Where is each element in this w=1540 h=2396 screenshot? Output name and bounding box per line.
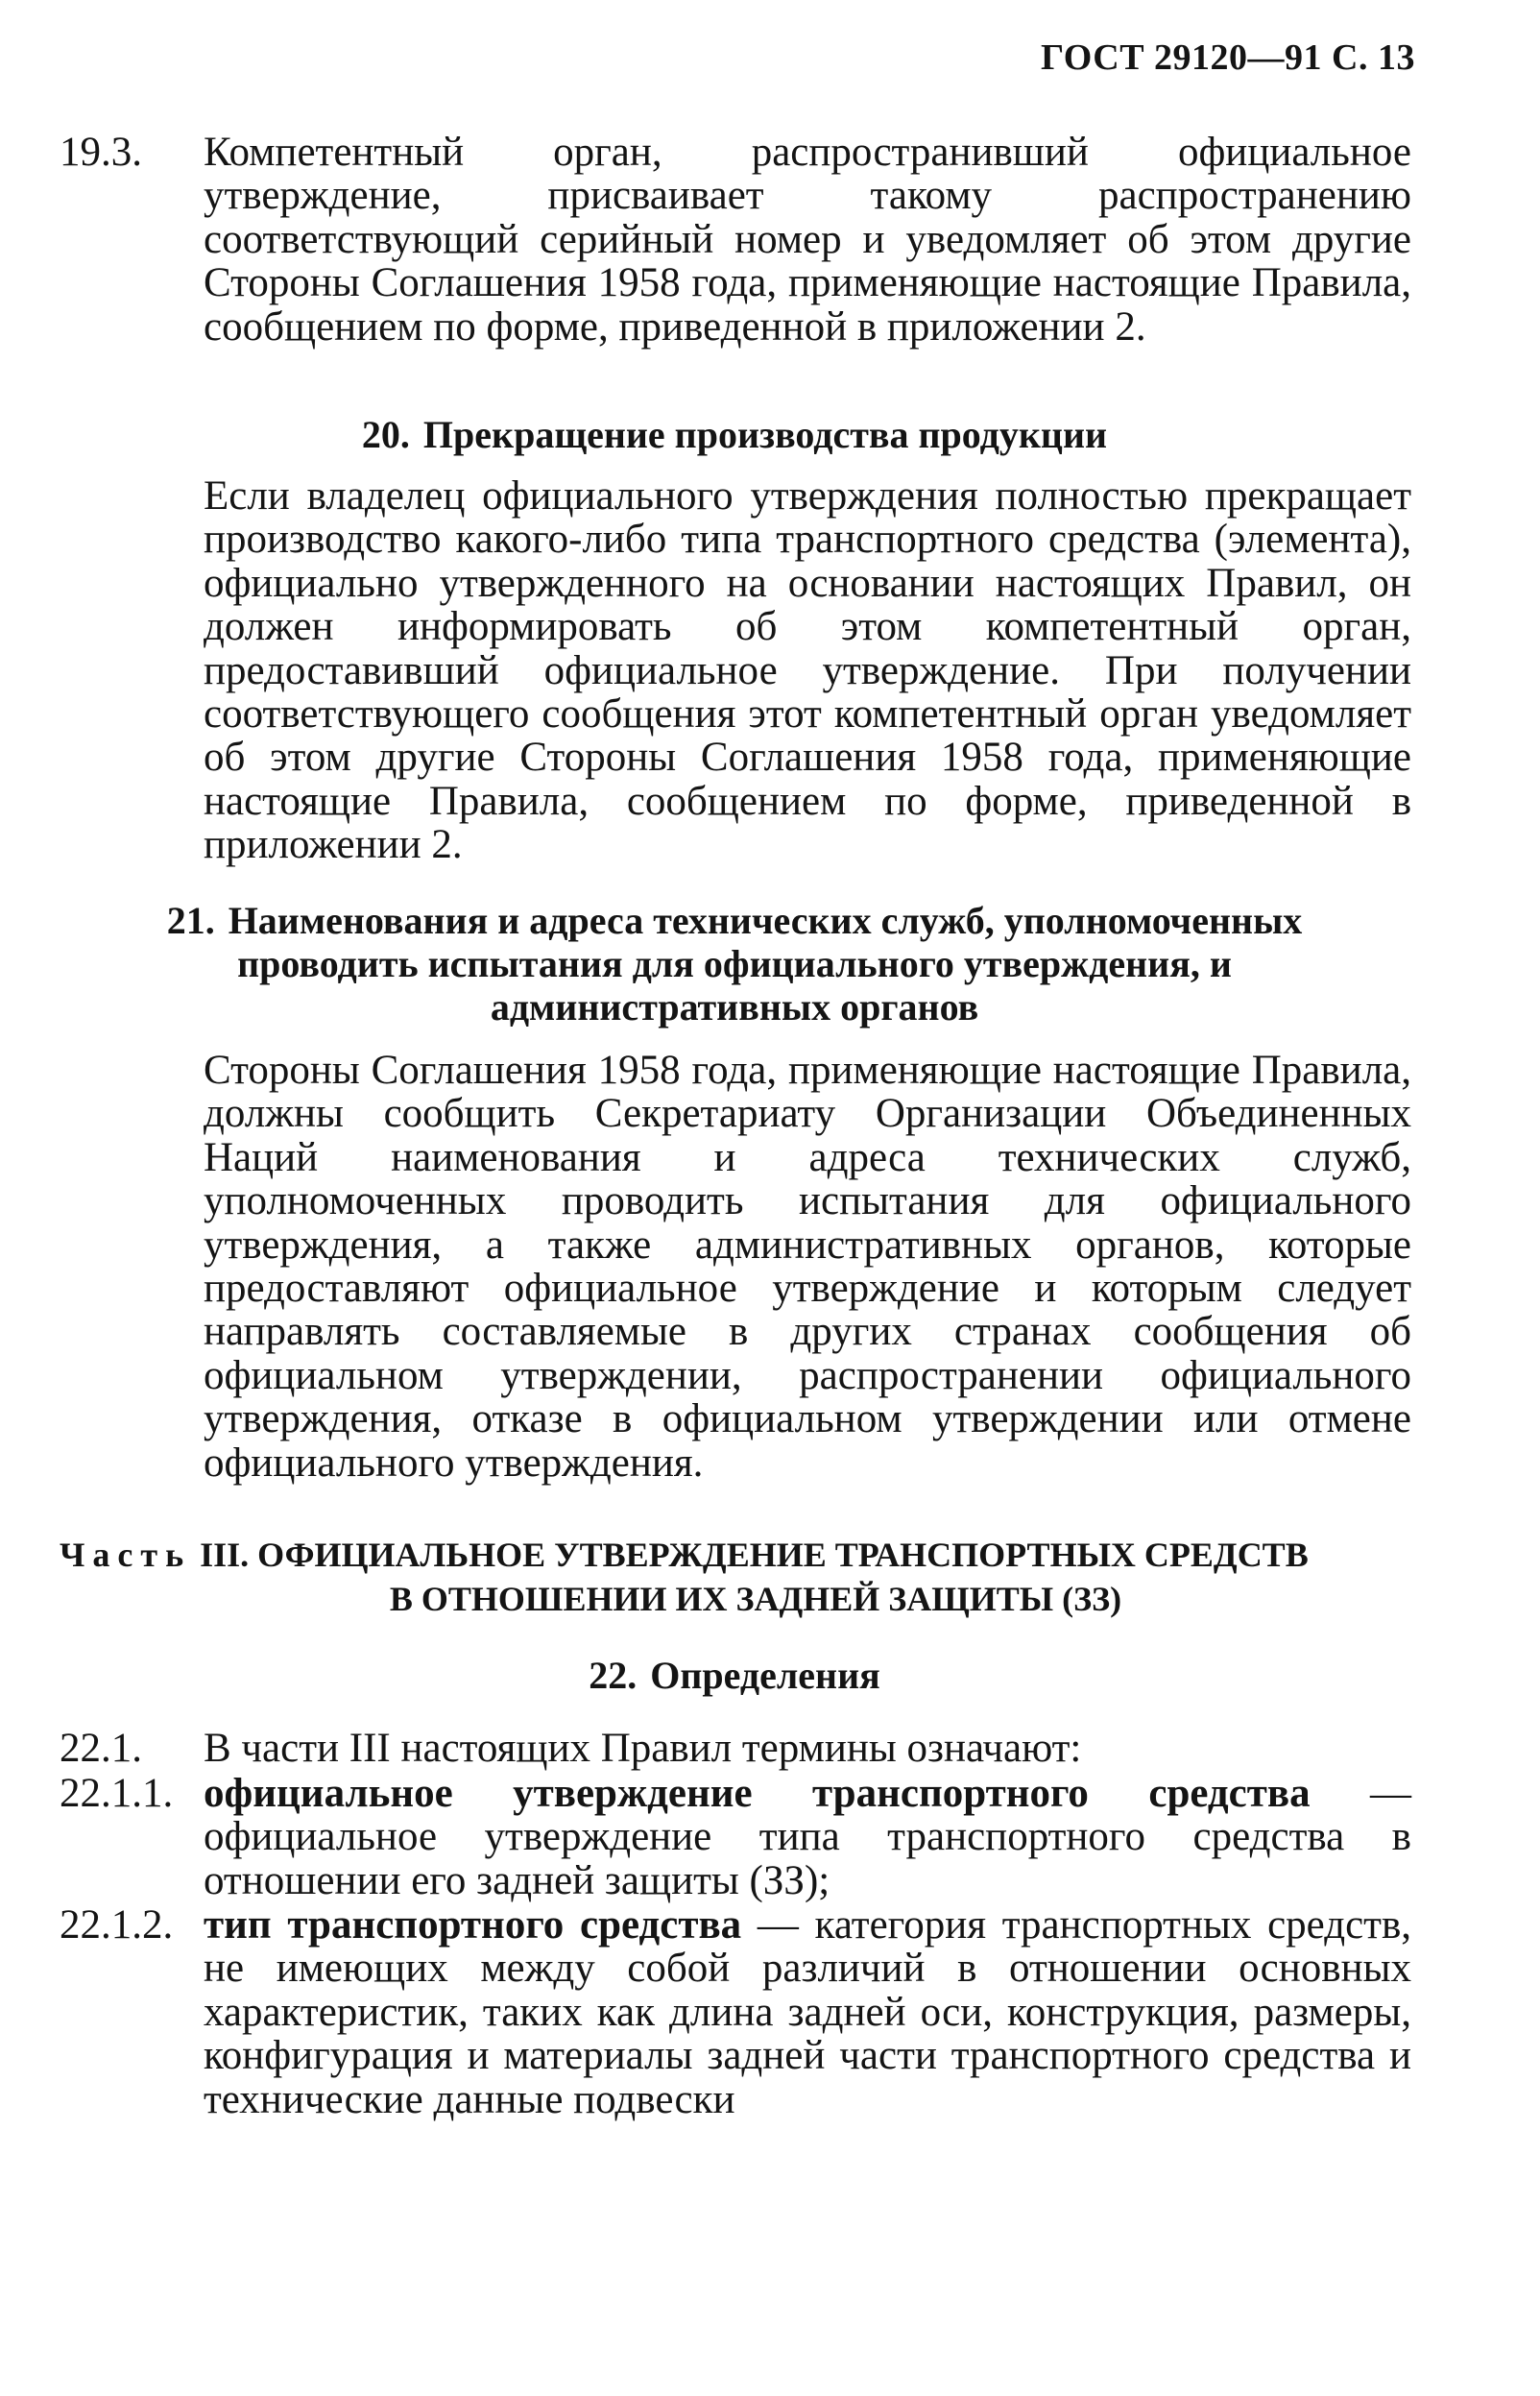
section-20-text: Если владелец официального утверждения полностью прекращает производство какого-либо типа транспортного средства (элемента), официально утвержденного на основании настоящих Правил, он должен информировать об этом компетентный орган, предоставивший официальное утверждение. При получении соответствующего сообщения этот компетентный орган уведомляет об этом другие Стороны Соглашения 1958 года, применяющие настоящие Правила, сообщением по форме, приведенной в приложении 2. [204,473,1411,868]
section-22-heading [58,1654,1411,1697]
section-21-number: 21. [166,899,215,942]
clause-number-19-3: 19.3. [60,130,142,175]
section-22-title: Определения [650,1654,880,1697]
section-20-title: Прекращение производства продукции [422,413,1108,456]
running-header: ГОСТ 29120—91 С. 13 [1041,37,1415,78]
section-21-title-line2: проводить испытания для официального утверждения, и [237,942,1232,985]
clause-22-1-1 [204,1772,1411,1902]
clause-22-1-1-text: — официальное утверждение типа транспортного средства в отношении его задней защиты (ЗЗ); [204,1771,1412,1903]
section-20-number: 20. [361,413,410,456]
clause-22-1-2-text: — категория транспортных средств, не имеющих между собой различий в отношении основных характеристик, таких как длина задней оси, конструкция, размеры, конфигурация и материалы задней части транспортного средства и технические данные подвески [204,1902,1411,2122]
part-3-title-line1: III. ОФИЦИАЛЬНОЕ УТВЕРЖДЕНИЕ ТРАНСПОРТНЫХ СРЕДСТВ [200,1536,1309,1574]
clause-22-1-1-term: официальное утверждение транспортного средства [204,1771,1311,1816]
section-20-heading [58,413,1411,456]
part-3-heading [60,1533,1413,1621]
part-3-title-line2: В ОТНОШЕНИИ ИХ ЗАДНЕЙ ЗАЩИТЫ (ЗЗ) [389,1580,1122,1618]
clause-22-1-2-term: тип транспортного средства [204,1902,742,1948]
clause-number-22-1-2: 22.1.2. [60,1902,174,1948]
clause-22-1-2 [204,1903,1411,2121]
section-21-title-line1 [58,899,1411,942]
section-21-title-text1: Наименования и адреса технических служб, уполномоченных [228,899,1303,942]
clause-number-22-1-1: 22.1.1. [60,1771,174,1816]
clause-number-22-1: 22.1. [60,1726,142,1771]
part-3-label: Часть [60,1536,192,1574]
section-21-title-line3: административных органов [490,985,979,1029]
section-21-text: Стороны Соглашения 1958 года, применяющие настоящие Правила, должны сообщить Секретариату Организации Объединенных Наций наименования и адреса технических служб, уполномоченных проводить испытания для официального утверждения, а также административных органов, которые предоставляют официальное утверждение и которым следует направлять составляемые в других странах сообщения об официальном утверждении, распространении официального утверждения, отказе в официальном утверждении или отмене официального утверждения. [204,1048,1411,1486]
part-3-line1 [60,1533,1413,1577]
clause-19-3-text: Компетентный орган, распространивший официальное утверждение, присваивает такому распространению соответствующий серийный номер и уведомляет об этом другие Стороны Соглашения 1958 года, применяющие настоящие Правила, сообщением по форме, приведенной в приложении 2. [204,130,1411,350]
section-21-heading [58,899,1411,1029]
clause-22-1-text: В части III настоящих Правил термины означают: [204,1726,1082,1771]
section-22-number: 22. [589,1654,638,1697]
